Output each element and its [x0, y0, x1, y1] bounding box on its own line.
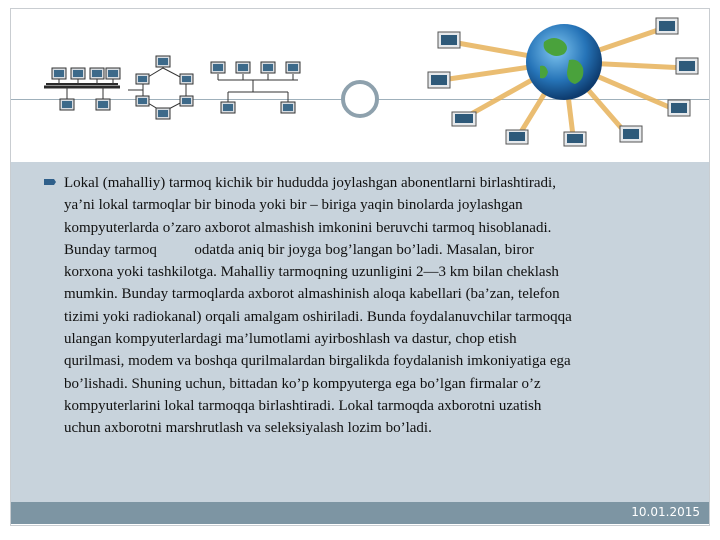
lan-topology-diagram [38, 50, 314, 128]
text-line: Bunday tarmoq odatda aniq bir joyga bog’langan bo’ladi. Masalan, biror [64, 241, 534, 258]
footer-bar [11, 502, 709, 524]
globe-network-icon [424, 14, 702, 150]
tree-topology-icon [218, 74, 298, 102]
bus-topology-icon [44, 68, 120, 110]
bullet-icon [43, 177, 57, 187]
text-line: kompyuterlarini lokal tarmoqqa birlashtiradi. Lokal tarmoqda axborotni uzatish [64, 397, 542, 414]
text-line: tizimi yoki radiokanal) orqali amalgam oshiriladi. Bunda foydalanuvchilar tarmoqqa [64, 308, 572, 325]
text-line: qurilmasi, modem va boshqa qurilmalardan birgalikda foydalanish imkoniyatiga ega [64, 353, 571, 370]
text-line: mumkin. Bunday tarmoqlarda axborot almashinish aloqa kabellari (ba’zan, telefon [64, 286, 560, 303]
divider-circle-icon [341, 80, 379, 118]
text-line: ulangan kompyuterlardagi ma’lumotlami ayirboshlash va dastur, chop etish [64, 331, 517, 348]
footer-date: 10.01.2015 [631, 505, 700, 519]
text-line: kompyuterlarda o’zaro axborot almashish imkonini beruvchi tarmoq hisoblanadi. [64, 219, 552, 236]
text-line: Lokal (mahalliy) tarmoq kichik bir hududda joylashgan abonentlarni birlashtiradi, [64, 175, 556, 191]
text-line: korxona yoki tashkilotga. Mahalliy tarmoqning uzunligini 2—3 km bilan cheklash [64, 264, 559, 281]
text-line: bo’lishadi. Shuning uchun, bittadan ko’p kompyuterga ega bo’lgan firmalar o’z [64, 375, 541, 392]
content-text-block [45, 172, 685, 440]
text-line: ya’ni lokal tarmoqlar bir binoda yoki bir – biriga yaqin binolarda joylashgan [64, 197, 523, 214]
text-line: uchun axborotni marshrutlash va seleksiyalash lozim bo’ladi. [64, 420, 432, 437]
